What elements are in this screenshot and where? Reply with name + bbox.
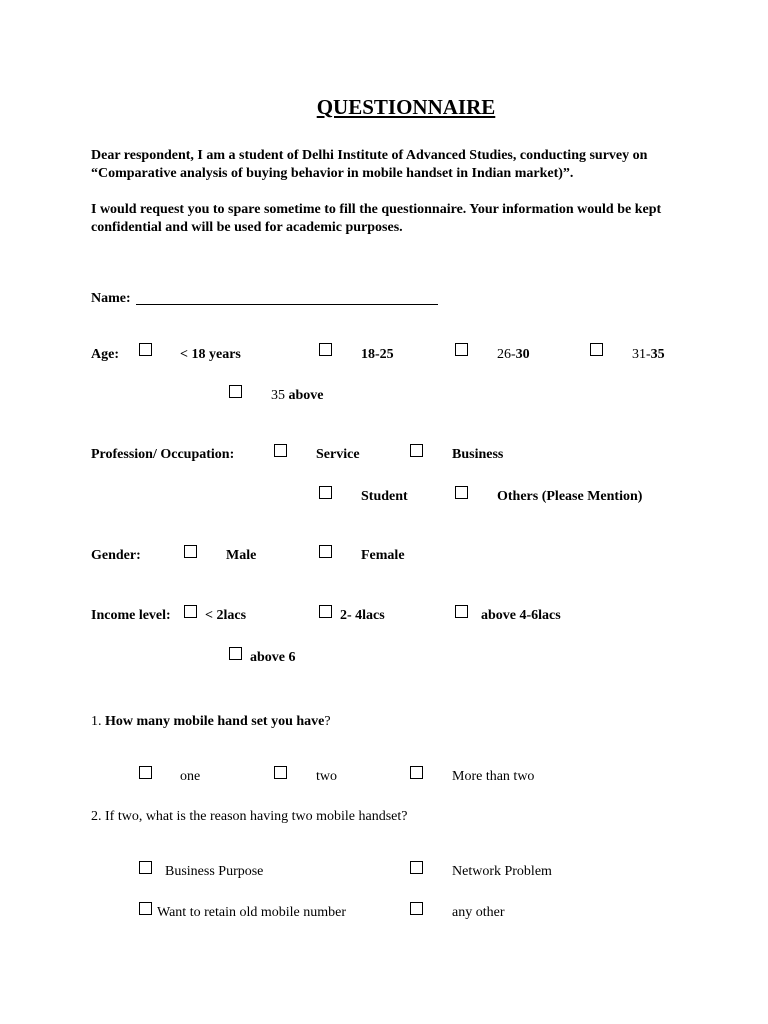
name-field[interactable] [136, 304, 438, 305]
age-26-30-label: 26-30 [497, 347, 530, 362]
age-under-18-checkbox[interactable] [139, 343, 152, 356]
q1-two-checkbox[interactable] [274, 766, 287, 779]
gender-male-checkbox[interactable] [184, 545, 197, 558]
q2-retain-number-checkbox[interactable] [139, 902, 152, 915]
q1-more-than-two-checkbox[interactable] [410, 766, 423, 779]
income-4-6lacs-label: above 4-6lacs [481, 608, 561, 623]
age-label: Age: [91, 347, 119, 362]
income-2-4lacs-checkbox[interactable] [319, 605, 332, 618]
profession-student-label: Student [361, 489, 408, 504]
income-above-6-checkbox[interactable] [229, 647, 242, 660]
q2-retain-number-label: Want to retain old mobile number [157, 905, 346, 920]
q2-any-other-checkbox[interactable] [410, 902, 423, 915]
profession-business-checkbox[interactable] [410, 444, 423, 457]
question-1: 1. How many mobile hand set you have? [91, 714, 331, 729]
gender-male-label: Male [226, 548, 257, 563]
name-label: Name: [91, 291, 131, 306]
income-2-4lacs-label: 2- 4lacs [340, 608, 385, 623]
age-31-35-checkbox[interactable] [590, 343, 603, 356]
page-title: QUESTIONNAIRE [316, 95, 496, 119]
profession-others-label: Others (Please Mention) [497, 489, 643, 504]
q2-business-purpose-checkbox[interactable] [139, 861, 152, 874]
q2-network-problem-label: Network Problem [452, 864, 552, 879]
q1-more-than-two-label: More than two [452, 769, 535, 784]
age-35-above-label: 35 above [271, 388, 324, 403]
age-under-18-label: < 18 years [180, 347, 241, 362]
profession-service-checkbox[interactable] [274, 444, 287, 457]
profession-business-label: Business [452, 447, 504, 462]
intro-paragraph-1: Dear respondent, I am a student of Delhi Institute of Advanced Studies, conducting survey on “Comparative analysis of buying behavior in mobile handset in Indian market)”. [91, 148, 648, 181]
age-18-25-label: 18-25 [361, 347, 394, 362]
income-label: Income level: [91, 608, 171, 623]
income-4-6lacs-checkbox[interactable] [455, 605, 468, 618]
intro-paragraph-2: I would request you to spare sometime to fill the questionnaire. Your information would be kept confidential and will be used for academic purposes. [91, 202, 662, 235]
income-under-2lacs-checkbox[interactable] [184, 605, 197, 618]
age-26-30-checkbox[interactable] [455, 343, 468, 356]
q1-one-label: one [180, 769, 201, 784]
profession-others-checkbox[interactable] [455, 486, 468, 499]
profession-service-label: Service [316, 447, 360, 462]
income-above-6-label: above 6 [250, 650, 296, 665]
age-18-25-checkbox[interactable] [319, 343, 332, 356]
q1-one-checkbox[interactable] [139, 766, 152, 779]
q2-business-purpose-label: Business Purpose [165, 864, 264, 879]
question-2: 2. If two, what is the reason having two mobile handset? [91, 809, 408, 824]
q2-network-problem-checkbox[interactable] [410, 861, 423, 874]
q1-two-label: two [316, 769, 337, 784]
age-35-above-checkbox[interactable] [229, 385, 242, 398]
profession-student-checkbox[interactable] [319, 486, 332, 499]
income-under-2lacs-label: < 2lacs [205, 608, 247, 623]
age-31-35-label: 31-35 [632, 347, 665, 362]
gender-female-checkbox[interactable] [319, 545, 332, 558]
q2-any-other-label: any other [452, 905, 505, 920]
gender-female-label: Female [361, 548, 405, 563]
profession-label: Profession/ Occupation: [91, 447, 235, 462]
gender-label: Gender: [91, 548, 141, 563]
